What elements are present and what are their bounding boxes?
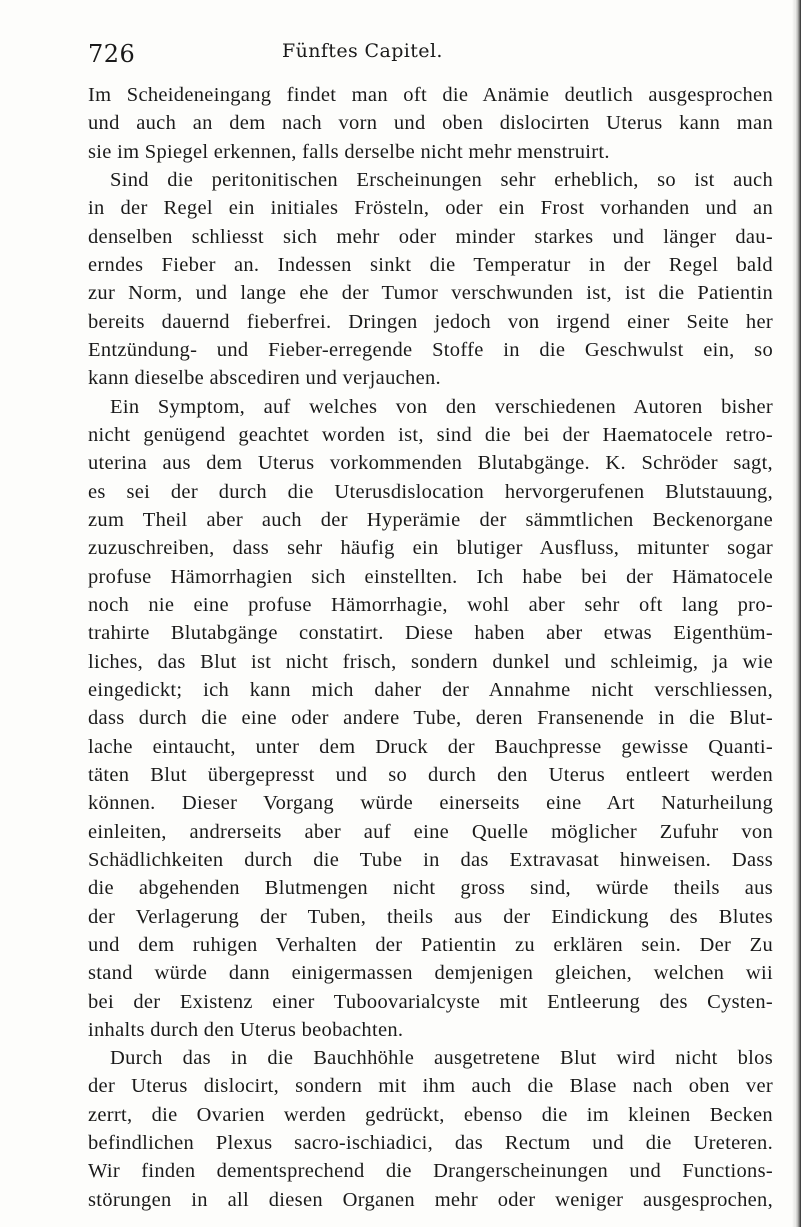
text-line: zum Theil aber auch der Hyperämie der sämmtlichen Beckenorgane (88, 508, 773, 531)
text-line: stand würde dann einigermassen demjenigen gleichen, welchen wii (88, 962, 773, 985)
text-line: uterina aus dem Uterus vorkommenden Blutabgänge. K. Schröder sagt, (88, 452, 773, 475)
text-line: bereits dauernd fieberfrei. Dringen jedoch von irgend einer Seite her (88, 310, 773, 333)
text-line: zur Norm, und lange ehe der Tumor verschwunden ist, ist die Patientin (88, 282, 773, 305)
text-line: zuzuschreiben, dass sehr häufig ein blutiger Ausfluss, mitunter sogar (88, 537, 773, 560)
text-line: befindlichen Plexus sacro-ischiadici, das Rectum und die Ureteren. (88, 1132, 773, 1155)
text-line: Durch das in die Bauchhöhle ausgetretene Blut wird nicht blos (110, 1047, 773, 1070)
text-line: täten Blut übergepresst und so durch den Uterus entleert werden (88, 763, 773, 786)
text-line: es sei der durch die Uterusdislocation hervorgerufenen Blutstauung, (88, 480, 773, 503)
page-header (88, 40, 688, 76)
text-line: sie im Spiegel erkennen, falls derselbe nicht mehr menstruirt. (88, 140, 610, 163)
page-edge (795, 0, 801, 1227)
text-line: die abgehenden Blutmengen nicht gross sind, würde theils aus (88, 877, 773, 900)
text-line: störungen in all diesen Organen mehr oder weniger ausgesprochen, (88, 1188, 773, 1211)
text-line: können. Dieser Vorgang würde einerseits eine Art Naturheilung (88, 792, 773, 815)
text-line: der Verlagerung der Tuben, theils aus der Eindickung des Blutes (88, 905, 773, 928)
text-line: Schädlichkeiten durch die Tube in das Extravasat hinweisen. Dass (88, 848, 773, 871)
text-line: nicht genügend geachtet worden ist, sind die bei der Haematocele retro- (88, 423, 773, 446)
text-line: eingedickt; ich kann mich daher der Annahme nicht verschliessen, (88, 678, 773, 701)
text-line: und auch an dem nach vorn und oben dislocirten Uterus kann man (88, 112, 773, 135)
text-line: lache eintaucht, unter dem Druck der Bauchpresse gewisse Quanti- (88, 735, 773, 758)
text-line: einleiten, andrerseits aber auf eine Quelle möglicher Zufuhr von (88, 820, 773, 843)
text-line: in der Regel ein initiales Frösteln, oder ein Frost vorhanden und an (88, 197, 773, 220)
text-line: Wir finden dementsprechend die Drangerscheinungen und Functions- (88, 1160, 773, 1183)
text-line: Entzündung- und Fieber-erregende Stoffe in die Geschwulst ein, so (88, 338, 773, 361)
text-line: denselben schliesst sich mehr oder minder starkes und länger dau- (88, 225, 773, 248)
text-line: Sind die peritonitischen Erscheinungen sehr erheblich, so ist auch (110, 168, 773, 191)
text-line: kann dieselbe abscediren und verjauchen. (88, 367, 441, 390)
text-line: trahirte Blutabgänge constatirt. Diese haben aber etwas Eigenthüm- (88, 622, 773, 645)
text-line: liches, das Blut ist nicht frisch, sondern dunkel und schleimig, ja wie (88, 650, 773, 673)
text-line: inhalts durch den Uterus beobachten. (88, 1018, 404, 1041)
text-line: und dem ruhigen Verhalten der Patientin zu erklären sein. Der Zu (88, 933, 773, 956)
text-line: profuse Hämorrhagien sich einstellten. Ich habe bei der Hämatocele (88, 565, 773, 588)
body-text (88, 81, 773, 1214)
text-line: noch nie eine profuse Hämorrhagie, wohl aber sehr oft lang pro- (88, 593, 773, 616)
text-line: zerrt, die Ovarien werden gedrückt, ebenso die im kleinen Becken (88, 1103, 773, 1126)
text-line: erndes Fieber an. Indessen sinkt die Temperatur in der Regel bald (88, 253, 773, 276)
text-line: der Uterus dislocirt, sondern mit ihm auch die Blase nach oben ver (88, 1075, 773, 1098)
page-number: 726 (88, 40, 136, 68)
running-title: Fünftes Capitel. (282, 40, 443, 62)
text-line: Im Scheideneingang findet man oft die Anämie deutlich ausgesprochen (88, 84, 773, 106)
text-line: Ein Symptom, auf welches von den verschiedenen Autoren bisher (110, 395, 773, 418)
text-line: bei der Existenz einer Tuboovarialcyste mit Entleerung des Cysten- (88, 990, 773, 1013)
text-line: dass durch die eine oder andere Tube, deren Fransenende in die Blut- (88, 707, 773, 730)
